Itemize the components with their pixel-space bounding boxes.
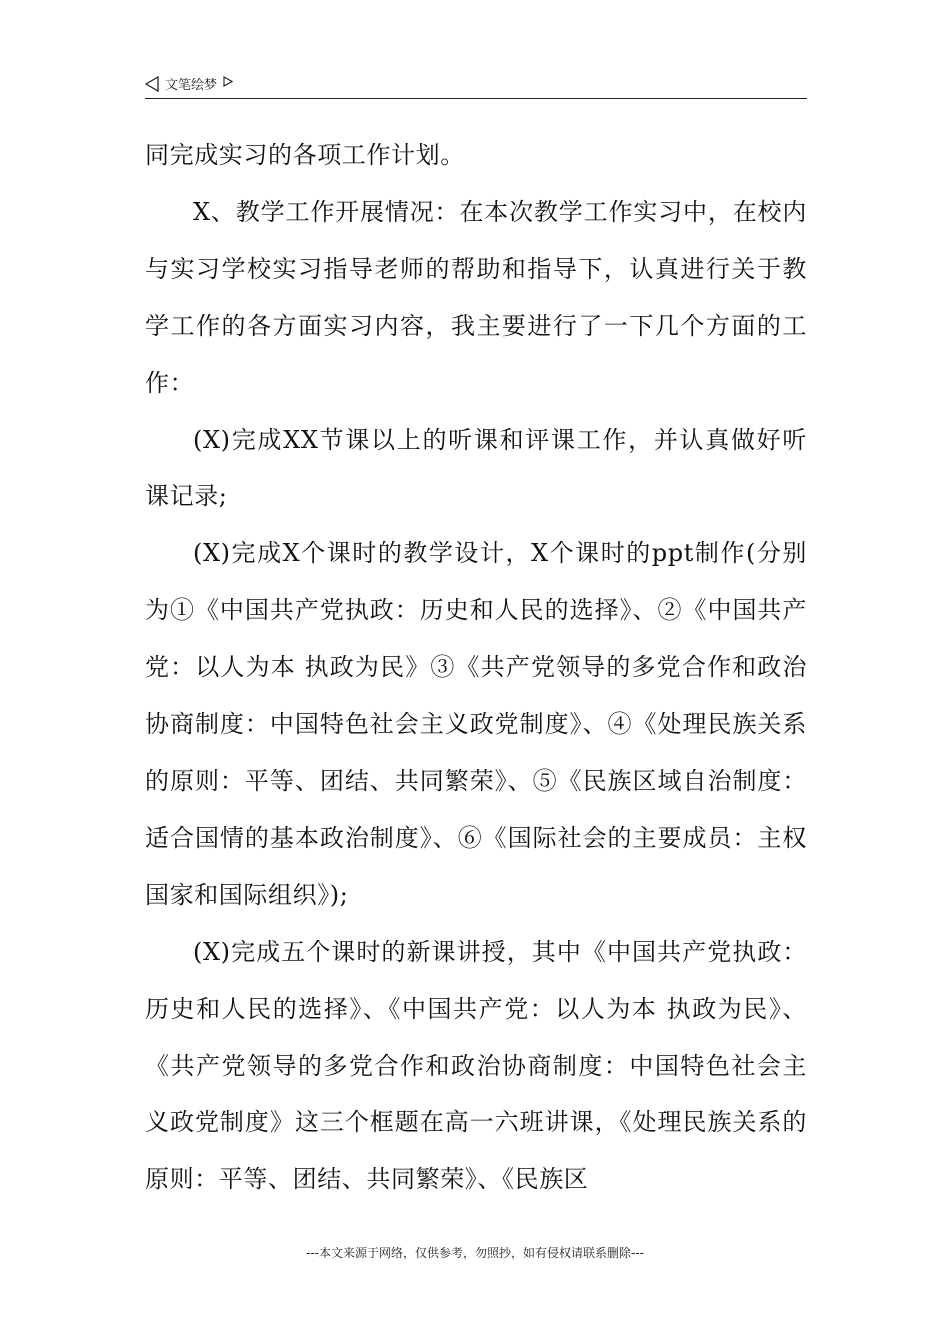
paragraph-item-lesson-design: (X)完成X个课时的教学设计，X个课时的ppt制作(分别为①《中国共产党执政：历史和人民的选择》、②《中国共产党：以人为本 执政为民》③《共产党领导的多党合作和政治协商制度：中国特色社会主义政党制度》、④《处理民族关系的原则：平等、团结、共同繁荣》、⑤《民族区域自治制度：适合国情的基本政治制度》、⑥《国际社会的主要成员：主权国家和国际组织》);	[145, 539, 807, 909]
paragraph-teaching-overview: X、教学工作开展情况：在本次教学工作实习中，在校内与实习学校实习指导老师的帮助和指导下，认真进行关于教学工作的各方面实习内容，我主要进行了一下几个方面的工作：	[145, 197, 807, 397]
triangle-right-icon	[223, 76, 233, 87]
page-footer-notice: ---本文来源于网络，仅供参考，勿照抄，如有侵权请联系删除---	[306, 1246, 644, 1260]
paragraph-item-observation: (X)完成XX节课以上的听课和评课工作，并认真做好听课记录;	[145, 425, 807, 511]
triangle-left-icon	[145, 76, 159, 92]
paragraph-item-lectures: (X)完成五个课时的新课讲授，其中《中国共产党执政：历史和人民的选择》、《中国共产党：以人为本 执政为民》、《共产党领导的多党合作和政治协商制度：中国特色社会主义政党制度》这三个框题在高一六班讲课，《处理民族关系的原则：平等、团结、共同繁荣》、《民族区	[145, 937, 807, 1194]
document-body	[145, 127, 807, 1208]
paragraph-continuation: 同完成实习的各项工作计划。	[145, 141, 465, 169]
header-brand-text: 文笔绘梦	[165, 78, 218, 93]
header-brand	[145, 74, 233, 93]
page-header	[145, 72, 807, 99]
